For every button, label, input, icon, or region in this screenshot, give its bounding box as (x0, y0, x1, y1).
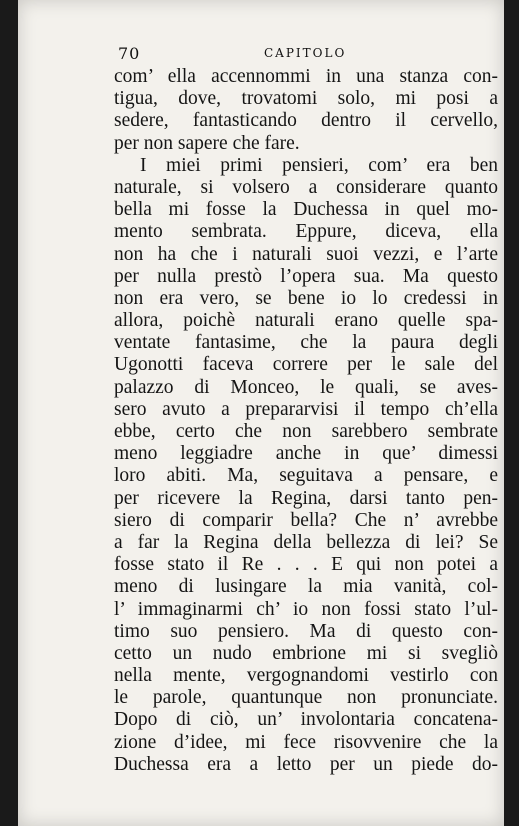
text-line: Dopo di ciò, un’ involontaria concatena- (114, 709, 498, 731)
text-line: mento sembrata. Eppure, diceva, ella (114, 221, 498, 243)
text-line: le parole, quantunque non pronunciate. (114, 687, 498, 709)
text-line: fosse stato il Re . . . E qui non potei a (114, 554, 498, 576)
text-line: non era vero, se bene io lo credessi in (114, 287, 498, 309)
text-line: meno leggiadre anche in que’ dimessi (114, 443, 498, 465)
text-line: l’ immaginarmi ch’ io non fossi stato l’ul- (114, 598, 498, 620)
text-line: bella mi fosse la Duchessa in quel mo- (114, 199, 498, 221)
text-line: com’ ella accennommi in una stanza con- (114, 66, 498, 87)
book-page (18, 0, 504, 826)
text-line: palazzo di Monceo, le quali, se aves- (114, 376, 498, 398)
text-line: sero avuto a prepararvisi il tempo ch’ella (114, 398, 498, 420)
text-line: per ricevere la Regina, darsi tanto pen- (114, 487, 498, 509)
text-line: a far la Regina della bellezza di lei? Se (114, 531, 498, 553)
text-line: sedere, fantasticando dentro il cervello, (114, 110, 498, 132)
text-line: meno di lusingare la mia vanità, col- (114, 576, 498, 598)
text-line: Ugonotti faceva correre per le sale del (114, 354, 498, 376)
page-number: 70 (118, 44, 141, 63)
text-line: loro abiti. Ma, seguitava a pensare, e (114, 465, 498, 487)
text-line: naturale, si volsero a considerare quanto (114, 176, 498, 198)
text-line: tigua, dove, trovatomi solo, mi posi a (114, 88, 498, 110)
text-line: I miei primi pensieri, com’ era ben (140, 154, 498, 176)
text-line: Duchessa era a letto per un piede do- (114, 753, 498, 775)
text-line: ebbe, certo che non sarebbero sembrate (114, 421, 498, 442)
text-line: nella mente, vergognandomi vestirlo con (114, 665, 498, 687)
text-line: ventate fantasime, che la paura degli (114, 332, 498, 354)
text-line: zione d’idee, mi fece risovvenire che la (114, 731, 498, 753)
text-line: cetto un nudo embrione mi si svegliò (114, 642, 498, 664)
text-line: non ha che i naturali suoi vezzi, e l’arte (114, 243, 498, 265)
text-line: siero di comparir bella? Che n’ avrebbe (114, 509, 498, 531)
text-line: per nulla prestò l’opera sua. Ma questo (114, 265, 498, 287)
text-line: per non sapere che fare. (114, 132, 300, 154)
text-line: allora, poichè naturali erano quelle spa- (114, 310, 498, 332)
page-content (114, 44, 498, 776)
body-text (114, 66, 498, 776)
running-head: CAPITOLO (264, 46, 347, 60)
page-header (114, 44, 498, 66)
text-line: timo suo pensiero. Ma di questo con- (114, 620, 498, 642)
